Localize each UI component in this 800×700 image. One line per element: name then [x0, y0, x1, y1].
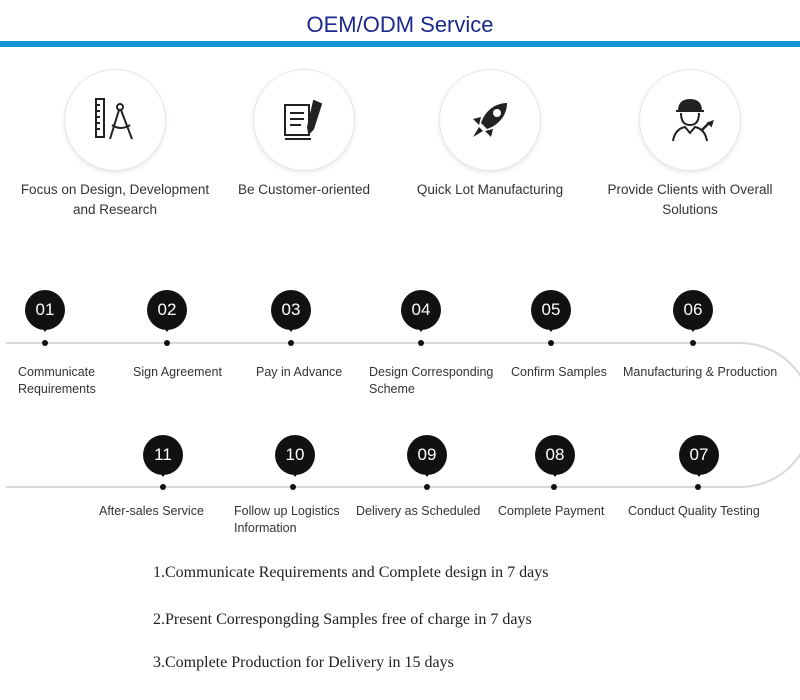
step-label: Delivery as Scheduled: [356, 504, 481, 518]
step-number: 05: [531, 290, 571, 330]
step-07-badge: [679, 435, 719, 475]
step-label: Confirm Samples: [511, 365, 607, 379]
step-02-badge: [147, 290, 187, 330]
feature-label: Be Customer-oriented: [237, 182, 371, 197]
step-label: Pay in Advance: [256, 365, 343, 379]
step-label: Conduct Quality Testing: [628, 504, 760, 518]
step-11-badge: [143, 435, 183, 475]
step-label: Sign Agreement: [133, 365, 222, 379]
step-dot: [695, 484, 701, 490]
note-line-1: 1.Communicate Requirements and Complete design in 7 days: [153, 564, 549, 581]
page-title: OEM/ODM Service: [306, 12, 494, 37]
step-06-badge: [673, 290, 713, 330]
step-03-badge: [271, 290, 311, 330]
step-number: 10: [275, 435, 315, 475]
step-10-badge: [275, 435, 315, 475]
step-01-badge: [25, 290, 65, 330]
note-line-3: 3.Complete Production for Delivery in 15 days: [153, 654, 454, 671]
step-dot: [160, 484, 166, 490]
step-dot: [548, 340, 554, 346]
step-number: 01: [25, 290, 65, 330]
step-08-badge: [535, 435, 575, 475]
step-dot: [290, 484, 296, 490]
step-number: 04: [401, 290, 441, 330]
step-number: 02: [147, 290, 187, 330]
step-dot: [424, 484, 430, 490]
step-label: Complete Payment: [498, 504, 605, 518]
step-05-badge: [531, 290, 571, 330]
step-label: After-sales Service: [99, 504, 204, 518]
step-number: 07: [679, 435, 719, 475]
step-04-badge: [401, 290, 441, 330]
step-number: 11: [143, 435, 183, 475]
step-number: 03: [271, 290, 311, 330]
step-dot: [551, 484, 557, 490]
step-dot: [164, 340, 170, 346]
feature-label: Quick Lot Manufacturing: [416, 182, 564, 197]
step-09-badge: [407, 435, 447, 475]
step-dot: [288, 340, 294, 346]
step-dot: [42, 340, 48, 346]
step-label: Follow up Logistics Information: [234, 504, 340, 535]
step-label: Manufacturing & Production: [623, 365, 778, 379]
note-line-2: 2.Present Correspongding Samples free of charge in 7 days: [153, 611, 532, 628]
step-label: Design Corresponding Scheme: [369, 365, 494, 396]
feature-label: Focus on Design, Development and Research: [20, 182, 210, 217]
step-number: 08: [535, 435, 575, 475]
step-number: 06: [673, 290, 713, 330]
step-dot: [418, 340, 424, 346]
feature-label: Provide Clients with Overall Solutions: [607, 182, 773, 217]
step-dot: [690, 340, 696, 346]
step-label: Communicate Requirements: [18, 365, 96, 396]
step-number: 09: [407, 435, 447, 475]
